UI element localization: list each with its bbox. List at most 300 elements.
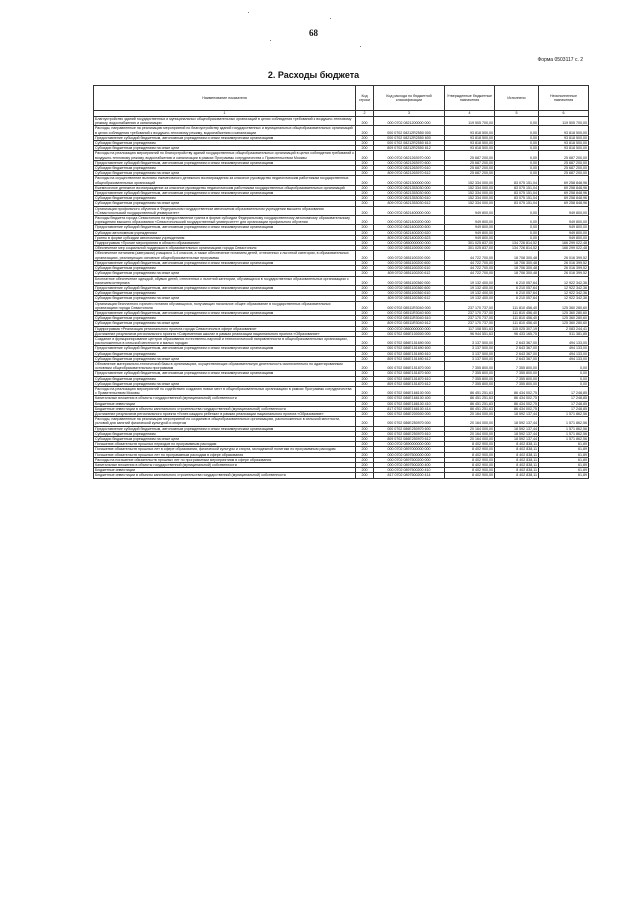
row-unexecuted: 511 381,85 (539, 331, 589, 336)
row-name: Предоставление субсидий бюджетным, автономным учреждениям и иным некоммерческим организациям (94, 285, 356, 290)
column-number: 3 (374, 111, 445, 117)
scan-speck (270, 40, 271, 41)
row-code: 200 (356, 442, 374, 447)
row-approved: 86 451 251,63 (445, 396, 495, 401)
row-classif: 000 0702 0860000000 000 (374, 326, 445, 331)
row-classif: 000 0702 0897500200 410 (374, 468, 445, 473)
row-executed: 83 075 151,04 (495, 191, 539, 196)
row-name: Погашение обязательств прошлых периодов по программным расходам (94, 442, 356, 447)
row-code: 200 (356, 191, 374, 196)
row-code: 200 (356, 285, 374, 290)
row-classif: 000 0702 08212R2550 600 (374, 135, 445, 140)
row-unexecuted: 61,89 (539, 457, 589, 462)
row-name: Обеспечение мер социальной поддержки в образовательных организациях города Севастополя (94, 246, 356, 251)
row-unexecuted: 69 258 848,96 (539, 196, 589, 201)
row-executed: 6 210 057,64 (495, 296, 539, 301)
row-classif: 809 0702 086E250970 612 (374, 437, 445, 442)
row-code: 200 (356, 235, 374, 240)
row-unexecuted: 93 818 500,00 (539, 146, 589, 151)
row-classif: 809 0702 086E151690 612 (374, 356, 445, 361)
row-classif: 000 0702 0897000000 000 (374, 447, 445, 452)
row-executed: 18 706 300,48 (495, 260, 539, 265)
row-approved: 3 137 500,00 (445, 356, 495, 361)
row-executed: 2 643 367,00 (495, 356, 539, 361)
row-executed: 0,00 (495, 160, 539, 165)
row-code: 200 (356, 241, 374, 246)
row-code: 200 (356, 401, 374, 406)
row-executed: 8 402 838,11 (495, 447, 539, 452)
table-row (94, 361, 589, 370)
row-approved: 44 722 700,00 (445, 260, 495, 265)
row-executed: 6 210 057,64 (495, 276, 539, 285)
col-header-classif: Код расхода по бюджетной классификации (374, 86, 445, 111)
row-name: Субсидии бюджетным учреждениям на иные цели (94, 171, 356, 176)
row-classif: 809 0702 0821353030 612 (374, 201, 445, 206)
row-executed: 18 592 137,44 (495, 437, 539, 442)
row-unexecuted: 949 800,00 (539, 235, 589, 240)
row-unexecuted: 949 800,00 (539, 225, 589, 230)
table-row (94, 251, 589, 260)
row-code: 200 (356, 396, 374, 401)
row-executed: 134 726 814,52 (495, 241, 539, 246)
row-executed: 134 726 814,52 (495, 246, 539, 251)
row-name: Бюджетные инвестиции в объекты капитального строительства государственной (муниципальной) собственности (94, 473, 356, 478)
row-unexecuted: 17 248,85 (539, 396, 589, 401)
col-header-name: Наименование показателя (94, 86, 356, 111)
row-unexecuted: 26 016 399,52 (539, 251, 589, 260)
row-name: Субсидии бюджетным учреждениям на иные цели (94, 321, 356, 326)
row-executed: 0,00 (495, 166, 539, 171)
row-name: Капитальные вложения в объекты государственной (муниципальной) собственности (94, 396, 356, 401)
row-approved: 86 451 251,63 (445, 386, 495, 395)
row-approved: 20 164 000,00 (445, 417, 495, 426)
row-name: Субсидии бюджетным учреждениям (94, 431, 356, 436)
row-name: Субсидии бюджетным учреждениям (94, 291, 356, 296)
row-approved: 949 800,00 (445, 230, 495, 235)
row-unexecuted: 61,89 (539, 442, 589, 447)
row-code: 200 (356, 361, 374, 370)
page-number: 68 (309, 28, 318, 38)
row-approved: 20 164 000,00 (445, 437, 495, 442)
row-name: Обеспечение питанием (завтраком) учащихся 1-4 классов, а также обеспечение питанием детей, отнесенных к льготной категории, в образовательных организациях, реализующих основные общеобразовательные программы (94, 251, 356, 260)
row-name: Расходы, направленные на реализацию мероприятий по благоустройству зданий государственных и муниципальных общеобразовательных организаций в целях соблюдения требований к воздушно-тепловому режиму, водоснабжению и канализации (94, 126, 356, 135)
col-header-code: Код строки (356, 86, 374, 111)
row-approved: 8 402 900,00 (445, 473, 495, 478)
row-approved: 8 402 900,00 (445, 463, 495, 468)
row-unexecuted: 69 258 848,96 (539, 191, 589, 196)
row-classif: 000 0702 0821263970 600 (374, 160, 445, 165)
expenditure-table (93, 85, 589, 479)
row-classif: 000 0702 0850000000 000 (374, 241, 445, 246)
row-executed: 111 810 456,40 (495, 310, 539, 315)
row-code: 200 (356, 160, 374, 165)
row-executed: 0,00 (495, 135, 539, 140)
row-executed: 86 434 002,75 (495, 396, 539, 401)
row-unexecuted: 12 922 342,36 (539, 296, 589, 301)
row-name: Погашение обязательств прошлых лет по программным расходам в сфере образования (94, 452, 356, 457)
row-executed: 86 434 002,75 (495, 401, 539, 406)
row-executed: 18 706 300,48 (495, 271, 539, 276)
row-unexecuted: 2 083 244,41 (539, 326, 589, 331)
row-name: Предоставление субсидий бюджетным, автономным учреждениям и иным некоммерческим организациям (94, 191, 356, 196)
row-unexecuted: 25 687 200,00 (539, 151, 589, 160)
row-classif: 000 0702 086E151870 000 (374, 361, 445, 370)
table-row (94, 176, 589, 185)
row-name: Гранты в форме субсидии автономным учреждениям (94, 235, 356, 240)
row-unexecuted: 125 360 280,60 (539, 316, 589, 321)
row-code: 200 (356, 216, 374, 225)
row-approved: 8 402 900,00 (445, 452, 495, 457)
row-executed: 111 810 456,40 (495, 301, 539, 310)
row-approved: 117 108 551,63 (445, 326, 495, 331)
row-classif: 000 0702 08212R2550 610 (374, 141, 445, 146)
row-name: Субсидии бюджетным учреждениям на иные цели (94, 381, 356, 386)
row-classif: 000 0702 0897500200 400 (374, 463, 445, 468)
row-executed: 8 402 838,11 (495, 468, 539, 473)
row-approved: 19 132 400,00 (445, 296, 495, 301)
row-name: Предоставление субсидий бюджетным, автономным учреждениям и иным некоммерческим организациям (94, 346, 356, 351)
row-code: 200 (356, 117, 374, 126)
row-approved: 3 137 500,00 (445, 351, 495, 356)
row-unexecuted: 0,00 (539, 361, 589, 370)
row-classif: 817 0702 0897500200 414 (374, 473, 445, 478)
row-executed: 8 402 838,11 (495, 452, 539, 457)
row-name: Субсидии бюджетным учреждениям на иные цели (94, 201, 356, 206)
scan-speck (248, 12, 249, 13)
row-approved: 152 334 000,00 (445, 176, 495, 185)
row-unexecuted: 1 571 862,56 (539, 411, 589, 416)
table-row (94, 126, 589, 135)
row-approved: 3 137 500,00 (445, 336, 495, 345)
row-classif: 000 0702 08212R2550 000 (374, 126, 445, 135)
row-approved: 44 722 700,00 (445, 271, 495, 276)
row-code: 200 (356, 437, 374, 442)
table-row (94, 216, 589, 225)
row-code: 200 (356, 296, 374, 301)
row-code: 200 (356, 336, 374, 345)
row-code: 200 (356, 196, 374, 201)
row-approved: 44 722 700,00 (445, 266, 495, 271)
row-unexecuted: 949 800,00 (539, 216, 589, 225)
row-classif: 000 0702 0821263970 610 (374, 166, 445, 171)
row-code: 200 (356, 151, 374, 160)
row-classif: 000 0702 0821353030 000 (374, 185, 445, 190)
row-classif: 000 0702 0890000000 000 (374, 442, 445, 447)
row-code: 200 (356, 316, 374, 321)
row-unexecuted: 93 818 500,00 (539, 126, 589, 135)
row-unexecuted: 166 299 022,48 (539, 241, 589, 246)
column-number: 4 (445, 111, 495, 117)
scan-speck (330, 18, 331, 19)
row-classif: 000 0702 086E166100 000 (374, 386, 445, 395)
row-code: 200 (356, 301, 374, 310)
row-unexecuted: 61,89 (539, 447, 589, 452)
row-classif: 000 0702 086E166100 400 (374, 396, 445, 401)
row-name: Субсидии бюджетным учреждениям на иные цели (94, 146, 356, 151)
row-approved: 8 402 900,00 (445, 457, 495, 462)
row-classif: 000 0702 0821353030 610 (374, 196, 445, 201)
row-executed: 96 433 165,75 (495, 331, 539, 336)
row-name: Создание и функционирование центров образования естественно-научной и технологической направленности в общеобразовательных организациях, расположенных в сельской местности и малых городах (94, 336, 356, 345)
row-approved: 152 334 000,00 (445, 185, 495, 190)
row-code: 200 (356, 266, 374, 271)
row-classif: 000 0702 08511R3040 610 (374, 316, 445, 321)
row-code: 200 (356, 381, 374, 386)
row-classif: 000 0702 086E166100 410 (374, 401, 445, 406)
row-name: Расходы на реализацию мероприятий по благоустройству зданий государственных общеобразовательных организаций в целях соблюдения требований к воздушно-тепловому режиму, водоснабжению и канализации в рамках Программы сотрудничества с Правительством Москвы (95, 151, 354, 160)
row-approved: 119 505 700,00 (445, 117, 495, 126)
row-name: Достижение результатов регионального проекта «Успех каждого ребенка» в рамках реализации национального проекта «Образование» (94, 411, 356, 416)
row-approved: 7 355 800,00 (445, 381, 495, 386)
row-executed: 0,00 (495, 235, 539, 240)
row-unexecuted: 17 248,85 (539, 386, 589, 395)
row-code: 200 (356, 225, 374, 230)
row-unexecuted: 125 360 280,60 (539, 310, 589, 315)
row-executed: 0,00 (495, 230, 539, 235)
row-approved: 301 025 837,00 (445, 241, 495, 246)
row-approved: 86 451 251,63 (445, 406, 495, 411)
row-approved: 152 334 000,00 (445, 191, 495, 196)
row-code: 200 (356, 457, 374, 462)
row-unexecuted: 69 258 848,96 (539, 176, 589, 185)
row-classif: 000 0702 0851100360 600 (374, 285, 445, 290)
row-name: Предоставление субсидий бюджетным, автономным учреждениям и иным некоммерческим организациям (94, 135, 356, 140)
row-unexecuted: 494 133,00 (539, 356, 589, 361)
row-unexecuted: 0,00 (539, 376, 589, 381)
row-approved: 19 132 400,00 (445, 291, 495, 296)
row-approved: 3 137 500,00 (445, 346, 495, 351)
column-number: 5 (495, 111, 539, 117)
row-name: Субсидии бюджетным учреждениям (94, 266, 356, 271)
row-classif: 000 0702 086E151690 610 (374, 351, 445, 356)
row-executed: 0,00 (495, 141, 539, 146)
row-unexecuted: 61,89 (539, 463, 589, 468)
row-code: 200 (356, 431, 374, 436)
row-code: 200 (356, 260, 374, 265)
row-name: Предоставление субсидий бюджетным, автономным учреждениям и иным некоммерческим организациям (94, 260, 356, 265)
row-classif: 000 0702 0821353030 600 (374, 191, 445, 196)
row-classif: 000 0702 0851100200 610 (374, 266, 445, 271)
row-name: Расходы на осуществление выплаты ежемесячного денежного вознаграждения за классное руководство педагогическим работникам государственных общеобразовательных организаций (94, 176, 356, 185)
col-header-executed: Исполнено (495, 86, 539, 111)
row-code: 200 (356, 473, 374, 478)
row-executed: 0,00 (495, 216, 539, 225)
row-name: Погашение обязательств прошлых лет в сфере образования, физической культуры и спорта, молодежной политики по программным расходам (94, 447, 356, 452)
row-classif: 000 0702 086E151690 000 (374, 336, 445, 345)
row-executed: 7 355 800,00 (495, 371, 539, 376)
row-approved: 25 687 200,00 (445, 166, 495, 171)
row-code: 200 (356, 310, 374, 315)
table-row (94, 185, 589, 190)
row-name: Предоставление субсидий бюджетным, автономным учреждениям и иным некоммерческим организациям (94, 160, 356, 165)
row-unexecuted: 12 922 342,36 (539, 276, 589, 285)
row-classif: 000 0702 0851100360 610 (374, 291, 445, 296)
row-approved: 20 164 000,00 (445, 431, 495, 436)
row-name: Субсидии бюджетным учреждениям (94, 376, 356, 381)
table-row (94, 117, 589, 126)
row-unexecuted: 166 299 022,48 (539, 246, 589, 251)
row-unexecuted: 12 922 342,36 (539, 291, 589, 296)
row-classif: 000 0702 0897500200 000 (374, 457, 445, 462)
row-unexecuted: 61,89 (539, 473, 589, 478)
row-approved: 44 722 700,00 (445, 251, 495, 260)
row-executed: 8 402 838,11 (495, 442, 539, 447)
row-classif: 000 0702 0821400000 000 (374, 206, 445, 215)
row-unexecuted: 17 248,85 (539, 401, 589, 406)
row-executed: 0,00 (495, 225, 539, 230)
page-title: 2. Расходы бюджета (267, 70, 360, 80)
row-unexecuted: 61,89 (539, 468, 589, 473)
row-unexecuted: 93 818 500,00 (539, 135, 589, 140)
row-executed: 2 643 367,00 (495, 346, 539, 351)
row-classif: 000 0702 086E250970 610 (374, 431, 445, 436)
row-executed: 2 643 367,00 (495, 336, 539, 345)
column-number: 1 (94, 111, 356, 117)
row-unexecuted: 494 133,00 (539, 336, 589, 345)
row-executed: 18 706 300,48 (495, 266, 539, 271)
row-code: 200 (356, 230, 374, 235)
row-classif: 000 0702 08511R3040 600 (374, 310, 445, 315)
col-header-approved: Утвержденные бюджетные назначения (445, 86, 495, 111)
table-row (94, 473, 589, 478)
row-executed: 8 402 838,11 (495, 463, 539, 468)
row-unexecuted: 26 016 399,52 (539, 266, 589, 271)
row-executed: 0,00 (495, 151, 539, 160)
row-approved: 237 170 737,00 (445, 316, 495, 321)
row-code: 200 (356, 251, 374, 260)
row-code: 200 (356, 126, 374, 135)
row-code: 200 (356, 326, 374, 331)
row-name: Бюджетные инвестиции (94, 468, 356, 473)
row-name: Предоставление субсидий бюджетным, автономным учреждениям и иным некоммерческим организациям (94, 225, 356, 230)
row-code: 200 (356, 468, 374, 473)
row-name: Подпрограмма «Прочие мероприятия в области образования» (94, 241, 356, 246)
row-executed: 0,00 (495, 206, 539, 215)
row-classif: 000 0702 08511R3040 000 (374, 301, 445, 310)
row-code: 200 (356, 426, 374, 431)
column-number: 2 (356, 111, 374, 117)
row-approved: 7 355 800,00 (445, 371, 495, 376)
row-classif: 000 0702 0821400200 600 (374, 225, 445, 230)
row-approved: 237 170 737,00 (445, 301, 495, 310)
row-unexecuted: 949 800,00 (539, 230, 589, 235)
row-approved: 93 818 500,00 (445, 135, 495, 140)
row-code: 200 (356, 141, 374, 146)
row-approved: 96 944 551,63 (445, 331, 495, 336)
row-executed: 8 402 838,11 (495, 473, 539, 478)
row-unexecuted: 25 687 200,00 (539, 166, 589, 171)
row-unexecuted: 119 505 700,00 (539, 117, 589, 126)
row-unexecuted: 0,00 (539, 381, 589, 386)
row-executed: 86 434 002,75 (495, 406, 539, 411)
row-classif: 809 0702 0821263970 612 (374, 171, 445, 176)
row-code: 200 (356, 376, 374, 381)
row-classif: 000 0702 086E151870 610 (374, 376, 445, 381)
row-code: 200 (356, 176, 374, 185)
row-approved: 8 402 900,00 (445, 468, 495, 473)
row-name: Субсидии бюджетным учреждениям на иные цели (94, 356, 356, 361)
row-unexecuted: 12 922 342,36 (539, 285, 589, 290)
row-name: Подпрограмма «Реализация регионального проекта города Севастополя в сфере образования» (94, 326, 356, 331)
row-classif: 000 0702 086E100000 000 (374, 331, 445, 336)
row-executed: 18 592 137,44 (495, 417, 539, 426)
row-code: 200 (356, 463, 374, 468)
row-classif: 809 0702 0821400200 623 (374, 235, 445, 240)
row-approved: 20 164 000,00 (445, 411, 495, 416)
row-code: 200 (356, 201, 374, 206)
row-unexecuted: 494 133,00 (539, 346, 589, 351)
row-approved: 152 334 000,00 (445, 201, 495, 206)
row-classif: 000 0702 0821263970 000 (374, 151, 445, 160)
row-executed: 6 210 057,64 (495, 285, 539, 290)
row-name: Субсидии бюджетным учреждениям (94, 196, 356, 201)
row-approved: 949 800,00 (445, 235, 495, 240)
row-executed: 7 355 800,00 (495, 376, 539, 381)
row-code: 200 (356, 246, 374, 251)
row-executed: 18 592 137,44 (495, 426, 539, 431)
form-label: Форма 0503117 с. 2 (537, 57, 583, 63)
row-name: Расходы, направленные на реализацию мероприятий по созданию в общеобразовательных организациях, расположенных в сельской местности, условий для занятий физической культурой и спортом (94, 417, 356, 426)
row-name: Субсидии бюджетным учреждениям на иные цели (94, 437, 356, 442)
row-approved: 152 334 000,00 (445, 196, 495, 201)
row-unexecuted: 25 687 200,00 (539, 171, 589, 176)
row-name: Субсидии бюджетным учреждениям (94, 351, 356, 356)
row-name: Организация бесплатного горячего питания обучающихся, получающих начальное общее образование в государственных образовательных организациях города Севастополя (94, 301, 356, 310)
col-header-unexecuted: Неисполненные назначения (539, 86, 589, 111)
row-classif: 000 0702 086E151870 600 (374, 371, 445, 376)
row-approved: 25 687 200,00 (445, 160, 495, 165)
table-row (94, 386, 589, 395)
row-approved: 25 687 200,00 (445, 151, 495, 160)
row-classif: 809 0702 0851100360 612 (374, 296, 445, 301)
row-code: 200 (356, 406, 374, 411)
row-unexecuted: 494 133,00 (539, 351, 589, 356)
row-executed: 0,00 (495, 171, 539, 176)
table-row (94, 151, 589, 160)
row-executed: 18 592 137,44 (495, 411, 539, 416)
row-unexecuted: 125 360 280,60 (539, 321, 589, 326)
row-classif: 809 0702 086E151870 612 (374, 381, 445, 386)
row-name: Бюджетные инвестиции (94, 401, 356, 406)
row-classif: 000 0702 0821300000 000 (374, 176, 445, 185)
row-code: 200 (356, 331, 374, 336)
row-code: 200 (356, 411, 374, 416)
row-classif: 000 0702 086E151690 600 (374, 346, 445, 351)
row-approved: 8 402 900,00 (445, 447, 495, 452)
row-name: Организация профильного обучения в Федеральном государственном автономном образовательном учреждении высшего образования «Севастопольский государственный университет» (94, 206, 356, 215)
row-unexecuted: 1 571 862,56 (539, 417, 589, 426)
row-classif: 000 0702 0821400200 000 (374, 216, 445, 225)
row-executed: 8 402 838,11 (495, 457, 539, 462)
row-name: Благоустройство зданий государственных и муниципальных общеобразовательных организаций в целях соблюдения требований к воздушно-тепловому режиму, водоснабжению и канализации (94, 117, 356, 126)
row-classif: 809 0702 08511R3040 612 (374, 321, 445, 326)
row-name: Субсидии автономным учреждениям (94, 230, 356, 235)
row-name: Субсидии бюджетным учреждениям на иные цели (94, 271, 356, 276)
row-code: 200 (356, 417, 374, 426)
table-row (94, 336, 589, 345)
row-executed: 7 355 800,00 (495, 381, 539, 386)
row-name: Капитальные вложения в объекты государственной (муниципальной) собственности (94, 463, 356, 468)
row-unexecuted: 0,00 (539, 371, 589, 376)
row-executed: 7 355 800,00 (495, 361, 539, 370)
row-classif: 000 0702 0821200000 000 (374, 117, 445, 126)
row-executed: 6 210 057,64 (495, 291, 539, 296)
row-approved: 237 170 737,00 (445, 321, 495, 326)
table-row (94, 301, 589, 310)
row-approved: 949 800,00 (445, 225, 495, 230)
row-executed: 111 810 456,40 (495, 321, 539, 326)
row-approved: 86 451 251,63 (445, 401, 495, 406)
